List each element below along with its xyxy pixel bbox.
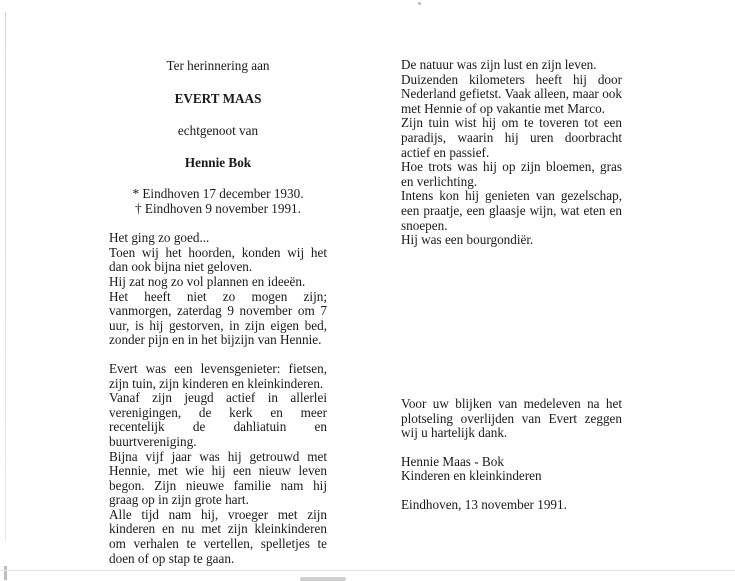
left-paragraph-1 <box>109 231 327 348</box>
spouse-name: Hennie Bok <box>184 155 252 170</box>
text-line: Hij zat nog zo vol plannen en ideeën. <box>109 273 306 289</box>
text-line: Duizenden kilometers heeft hij door Nederland gefietst. Vaak alleen, maar ook met Hennie of op vakantie met Marco. <box>401 71 622 116</box>
text-line: Het ging zo goed... <box>109 230 210 246</box>
text-line: Hoe trots was hij op zijn bloemen, gras en verlichting. <box>401 159 622 189</box>
scan-mark <box>300 577 346 581</box>
bottom-edge <box>0 570 735 571</box>
text-line: Zijn tuin wist hij om te toveren tot een paradijs, waarin hij uren doorbracht actief en passief. <box>401 115 622 160</box>
scan-dot <box>418 2 421 5</box>
death-line: † Eindhoven 9 november 1991. <box>135 200 301 216</box>
scan-tick <box>4 566 7 580</box>
text-line: Bijna vijf jaar was hij getrouwd met Hennie, met wie hij een nieuw leven begon. Zijn nieuwe familie nam hij graag op in zijn grote hart. <box>109 448 327 508</box>
birth-line: * Eindhoven 17 december 1930. <box>132 186 304 201</box>
text-line: De natuur was zijn lust en zijn leven. <box>401 57 597 72</box>
signature-line-1: Hennie Maas - Bok <box>401 453 504 469</box>
right-paragraph-1 <box>401 58 622 248</box>
left-paragraph-2 <box>109 362 327 566</box>
right-closing <box>401 397 622 513</box>
text-line: Alle tijd nam hij, vroeger met zijn kinderen en nu met zijn kleinkinderen om verhalen te vertellen, spelletjes te doen of op stap te gaan. <box>109 506 327 566</box>
text-line: Intens kon hij genieten van gezelschap, een praatje, een glaasje wijn, wat eten en snoepen. <box>401 188 622 233</box>
intro-text: Ter herinnering aan <box>166 58 270 73</box>
signature-line-2: Kinderen en kleinkinderen <box>401 468 542 484</box>
text-line: Vanaf zijn jeugd actief in allerlei verenigingen, de kerk en meer recentelijk de dahliatuin en buurtvereniging. <box>109 390 327 449</box>
deceased-name: EVERT MAAS <box>174 91 262 106</box>
relation-text: echtgenoot van <box>177 123 259 138</box>
thanks-text: Voor uw blijken van medeleven na het plotseling overlijden van Evert zeggen wij u hartelijk dank. <box>401 396 622 441</box>
text-line: Evert was een levensgenieter: fietsen, zijn tuin, zijn kinderen en kleinkinderen. <box>109 360 327 391</box>
text-line: Hij was een bourgondiër. <box>401 232 534 248</box>
text-line: Het heeft niet zo mogen zijn; vanmorgen, zaterdag 9 november om 7 uur, is hij gestorven, in zijn eigen bed, zonder pijn en in het bijzijn van Hennie. <box>109 288 327 348</box>
left-column <box>109 58 327 566</box>
right-column <box>401 57 622 512</box>
card-header <box>109 58 327 216</box>
text-line: Toen wij het hoorden, konden wij het dan ook bijna niet geloven. <box>109 244 327 275</box>
place-date: Eindhoven, 13 november 1991. <box>401 496 567 512</box>
fold-line <box>5 12 6 542</box>
